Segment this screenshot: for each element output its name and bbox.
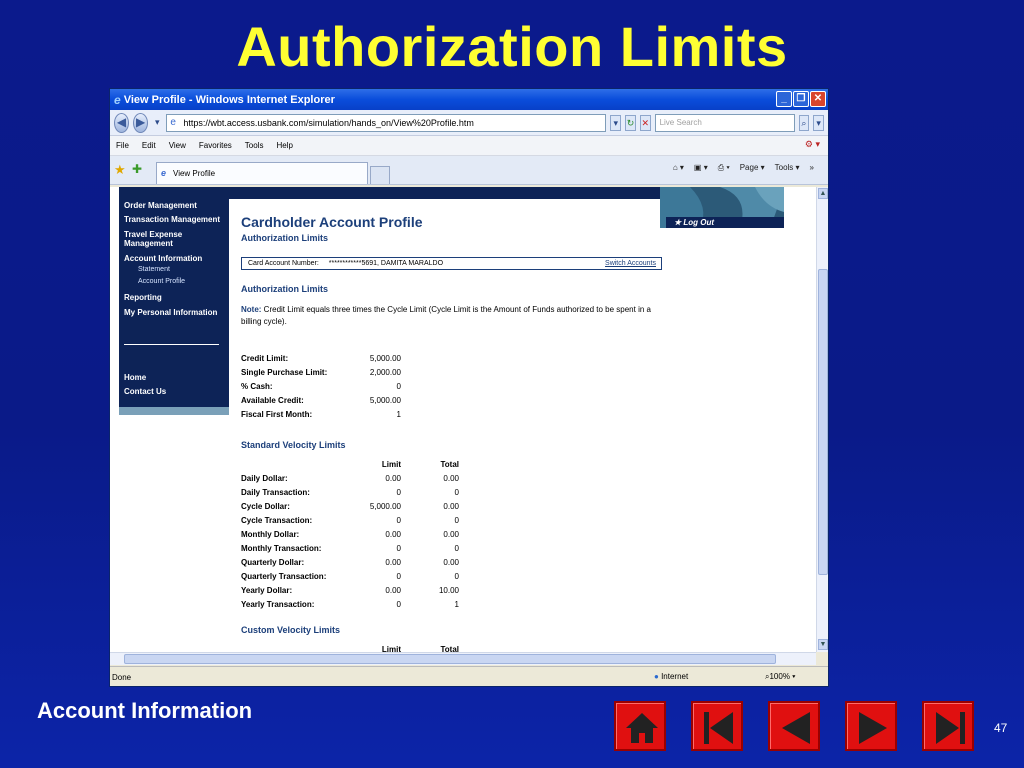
search-options-button[interactable]: ▾ bbox=[813, 115, 824, 131]
url-dropdown-button[interactable]: ▾ bbox=[610, 115, 621, 131]
custom-total-column-header: Total bbox=[440, 645, 459, 652]
velocity-total: 0.00 bbox=[443, 474, 459, 483]
page-menu[interactable]: Page ▾ bbox=[739, 163, 765, 172]
velocity-limit: 0 bbox=[396, 572, 401, 581]
previous-slide-icon bbox=[770, 703, 822, 753]
first-slide-icon bbox=[693, 703, 745, 753]
zoom-icon: ⌕ bbox=[765, 672, 770, 681]
velocity-label: Cycle Dollar: bbox=[241, 502, 290, 511]
available-credit-label: Available Credit: bbox=[241, 396, 304, 405]
nav-contact-us[interactable]: Contact Us bbox=[124, 387, 167, 396]
velocity-total: 0.00 bbox=[443, 558, 459, 567]
velocity-total: 0 bbox=[454, 488, 459, 497]
refresh-button[interactable]: ↻ bbox=[625, 115, 636, 131]
section-custom-velocity: Custom Velocity Limits bbox=[241, 625, 341, 635]
scroll-down-icon[interactable]: ▼ bbox=[819, 641, 827, 648]
logout-link[interactable] bbox=[666, 217, 784, 228]
vertical-scrollbar[interactable] bbox=[816, 187, 829, 652]
velocity-total: 0 bbox=[454, 572, 459, 581]
restore-button[interactable]: ❐ bbox=[793, 91, 809, 107]
security-zone bbox=[654, 672, 688, 681]
menu-view[interactable]: View bbox=[168, 141, 186, 150]
home-slide-button[interactable] bbox=[614, 701, 666, 751]
limits-note bbox=[241, 304, 651, 328]
feeds-icon[interactable]: ▣ ▾ bbox=[693, 163, 708, 172]
forward-button[interactable]: ▶ bbox=[133, 113, 148, 133]
authorization-limits-table bbox=[241, 354, 401, 424]
velocity-label: Daily Transaction: bbox=[241, 488, 310, 497]
velocity-limit: 0.00 bbox=[385, 558, 401, 567]
velocity-total: 0.00 bbox=[443, 530, 459, 539]
globe-icon: ● bbox=[654, 672, 659, 681]
menu-bar bbox=[110, 136, 828, 156]
zone-text: Internet bbox=[661, 672, 689, 681]
print-icon[interactable]: ⎙ ▾ bbox=[717, 163, 730, 172]
zoom-text: 100% bbox=[769, 672, 790, 681]
account-selector bbox=[241, 257, 662, 270]
home-toolbar-icon[interactable]: ⌂ ▾ bbox=[672, 163, 684, 172]
scroll-up-icon[interactable]: ▲ bbox=[819, 190, 827, 197]
custom-velocity-headers bbox=[241, 645, 461, 652]
menu-help[interactable]: Help bbox=[276, 141, 293, 150]
status-text: Done bbox=[112, 673, 132, 682]
section-authorization-limits: Authorization Limits bbox=[241, 284, 328, 294]
last-slide-icon bbox=[924, 703, 976, 753]
velocity-total: 10.00 bbox=[438, 586, 459, 595]
minimize-button[interactable]: _ bbox=[776, 91, 792, 107]
nav-reporting[interactable]: Reporting bbox=[124, 293, 162, 302]
velocity-limits-table bbox=[241, 460, 461, 610]
velocity-total: 1 bbox=[454, 600, 459, 609]
close-button[interactable]: ✕ bbox=[810, 91, 826, 107]
tab-bar bbox=[110, 156, 828, 185]
new-tab-button[interactable] bbox=[370, 166, 390, 184]
account-number-value: ************5691, DAMITA MARALDO bbox=[328, 260, 444, 267]
note-label: Note: bbox=[241, 305, 262, 314]
velocity-label: Daily Dollar: bbox=[241, 474, 288, 483]
previous-slide-button[interactable] bbox=[768, 701, 820, 751]
slide-footer-label: Account Information bbox=[37, 698, 253, 723]
window-title: View Profile - Windows Internet Explorer bbox=[123, 93, 335, 106]
page-viewport bbox=[110, 187, 816, 652]
fiscal-first-month-value: 1 bbox=[396, 410, 401, 419]
nav-transaction-management[interactable]: Transaction Management bbox=[124, 215, 221, 224]
velocity-total: 0 bbox=[454, 516, 459, 525]
nav-statement[interactable]: Statement bbox=[138, 266, 170, 273]
limit-column-header: Limit bbox=[381, 460, 401, 469]
velocity-label: Monthly Dollar: bbox=[241, 530, 300, 539]
single-purchase-limit-label: Single Purchase Limit: bbox=[241, 368, 328, 377]
slide-title: Authorization Limits bbox=[236, 15, 788, 78]
ie-logo-icon: e bbox=[114, 92, 121, 107]
credit-limit-value: 5,000.00 bbox=[369, 354, 401, 363]
add-favorites-icon[interactable]: ✚ bbox=[132, 162, 143, 176]
stop-button[interactable]: ✕ bbox=[640, 115, 651, 131]
custom-limit-column-header: Limit bbox=[381, 645, 401, 652]
account-number-label: Card Account Number: bbox=[248, 260, 319, 267]
velocity-limit: 0.00 bbox=[385, 586, 401, 595]
menu-tools[interactable]: Tools bbox=[244, 141, 264, 150]
next-slide-icon bbox=[847, 703, 899, 753]
velocity-limit: 0 bbox=[396, 544, 401, 553]
horizontal-scrollbar[interactable] bbox=[110, 652, 816, 665]
url-text: https://wbt.access.usbank.com/simulation/hands_on/View%20Profile.htm bbox=[183, 117, 474, 128]
tools-menu[interactable]: Tools ▾ bbox=[774, 163, 800, 172]
left-navigation bbox=[119, 187, 229, 415]
note-text: Credit Limit equals three times the Cycle Limit (Cycle Limit is the Amount of Funds authorized to be spent in a billing cycle). bbox=[241, 305, 651, 326]
history-dropdown[interactable]: ▾ bbox=[155, 116, 160, 127]
nav-order-management[interactable]: Order Management bbox=[124, 201, 197, 210]
nav-personal-information[interactable]: My Personal Information bbox=[124, 308, 218, 317]
velocity-label: Monthly Transaction: bbox=[241, 544, 322, 553]
browser-window bbox=[109, 88, 829, 687]
menu-favorites[interactable]: Favorites bbox=[198, 141, 232, 150]
velocity-limit: 0.00 bbox=[385, 474, 401, 483]
nav-account-profile[interactable]: Account Profile bbox=[138, 278, 186, 285]
favorites-star-icon[interactable]: ★ bbox=[114, 162, 126, 177]
toolbar-chevron-icon[interactable]: ⚙ ▾ bbox=[804, 139, 820, 149]
cash-percent-label: % Cash: bbox=[241, 382, 273, 391]
nav-account-information[interactable]: Account Information bbox=[124, 254, 203, 263]
nav-divider bbox=[124, 344, 219, 345]
page-heading: Cardholder Account Profile bbox=[241, 214, 423, 230]
credit-limit-label: Credit Limit: bbox=[241, 354, 289, 363]
nav-travel-expense[interactable]: Travel Expense Management bbox=[124, 230, 183, 248]
last-slide-button[interactable] bbox=[922, 701, 974, 751]
velocity-limit: 0 bbox=[396, 516, 401, 525]
first-slide-button[interactable] bbox=[691, 701, 743, 751]
search-icon[interactable]: ⌕ bbox=[799, 115, 810, 131]
available-credit-value: 5,000.00 bbox=[369, 396, 401, 405]
velocity-limit: 0 bbox=[396, 600, 401, 609]
tab-label: View Profile bbox=[173, 169, 216, 178]
tab-ie-icon: e bbox=[161, 168, 167, 178]
section-standard-velocity: Standard Velocity Limits bbox=[241, 440, 346, 450]
total-column-header: Total bbox=[440, 460, 459, 469]
velocity-label: Quarterly Dollar: bbox=[241, 558, 305, 567]
velocity-label: Quarterly Transaction: bbox=[241, 572, 327, 581]
single-purchase-limit-value: 2,000.00 bbox=[369, 368, 401, 377]
page-subheading: Authorization Limits bbox=[241, 233, 328, 243]
velocity-label: Cycle Transaction: bbox=[241, 516, 313, 525]
velocity-total: 0.00 bbox=[443, 502, 459, 511]
back-button[interactable]: ◀ bbox=[114, 113, 129, 133]
velocity-label: Yearly Transaction: bbox=[241, 600, 315, 609]
velocity-limit: 0.00 bbox=[385, 530, 401, 539]
velocity-limit: 0 bbox=[396, 488, 401, 497]
window-titlebar bbox=[110, 89, 828, 110]
address-bar bbox=[110, 110, 828, 136]
url-input[interactable] bbox=[166, 114, 606, 132]
slide-page-number: 47 bbox=[994, 721, 1008, 735]
vertical-scroll-thumb[interactable] bbox=[818, 269, 828, 575]
tab-view-profile[interactable] bbox=[156, 162, 368, 184]
fiscal-first-month-label: Fiscal First Month: bbox=[241, 410, 313, 419]
page-icon: e bbox=[170, 116, 176, 128]
home-icon bbox=[616, 703, 668, 753]
zoom-control[interactable]: ⌕100% ▾ bbox=[765, 672, 796, 681]
logout-label: Log Out bbox=[683, 218, 715, 227]
status-bar bbox=[110, 666, 829, 687]
velocity-limit: 5,000.00 bbox=[369, 502, 401, 511]
horizontal-scroll-thumb[interactable] bbox=[124, 654, 776, 664]
menu-file[interactable]: File bbox=[116, 141, 129, 150]
menu-edit[interactable]: Edit bbox=[141, 141, 156, 150]
cash-percent-value: 0 bbox=[396, 382, 401, 391]
velocity-label: Yearly Dollar: bbox=[241, 586, 293, 595]
nav-wave-decoration bbox=[119, 407, 229, 415]
nav-home[interactable]: Home bbox=[124, 373, 147, 382]
search-placeholder: Live Search bbox=[659, 117, 702, 127]
next-slide-button[interactable] bbox=[845, 701, 897, 751]
toolbar-overflow-icon[interactable]: » bbox=[809, 163, 814, 172]
search-input[interactable] bbox=[655, 114, 795, 132]
logout-star-icon: ★ bbox=[674, 218, 684, 227]
velocity-total: 0 bbox=[454, 544, 459, 553]
switch-accounts-link[interactable]: Switch Accounts bbox=[605, 260, 656, 267]
